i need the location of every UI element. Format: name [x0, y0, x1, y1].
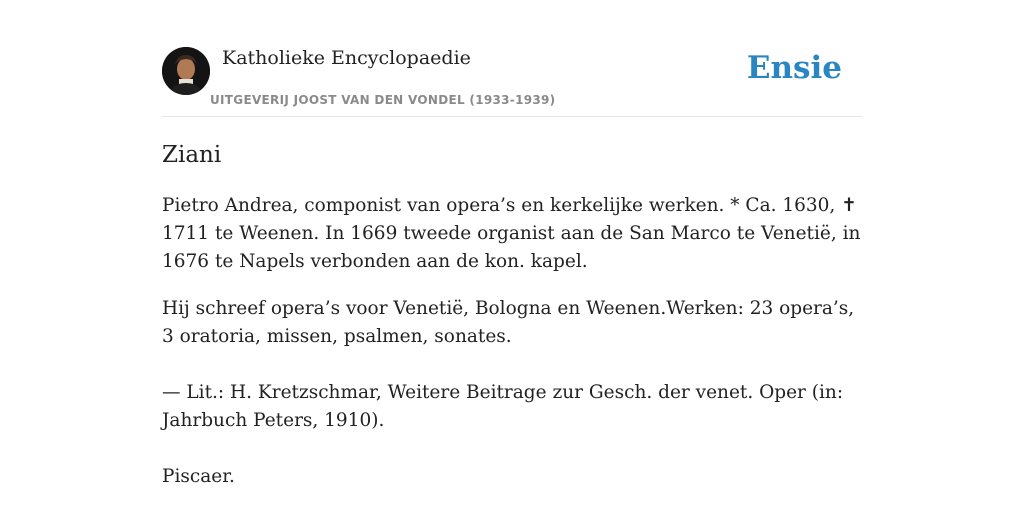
article-author: Piscaer.	[162, 466, 235, 487]
article-title: Ziani	[162, 142, 222, 168]
site-header	[162, 46, 862, 117]
article-paragraph: Pietro Andrea, componist van opera’s en kerkelijke werken. * Ca. 1630, ✝ 1711 te Weenen. In 1669 tweede organist aan de San Marco te Venetië, in 1676 te Napels verbonden aan de kon. kapel.	[162, 195, 861, 272]
article-body	[162, 192, 862, 510]
article-paragraph: Hij schreef opera’s voor Venetië, Bologna en Weenen.Werken: 23 opera’s, 3 oratoria, missen, psalmen, sonates.	[162, 298, 855, 347]
article-paragraph: — Lit.: H. Kretzschmar, Weitere Beitrage zur Gesch. der venet. Oper (in: Jahrbuch Peters, 1910).	[162, 382, 844, 431]
publication-title[interactable]: Katholieke Encyclopaedie	[222, 47, 471, 69]
ensie-logo[interactable]: Ensie	[746, 50, 842, 86]
publication-avatar[interactable]	[162, 47, 210, 95]
publisher-subtitle: UITGEVERIJ JOOST VAN DEN VONDEL (1933-1939)	[210, 93, 556, 107]
